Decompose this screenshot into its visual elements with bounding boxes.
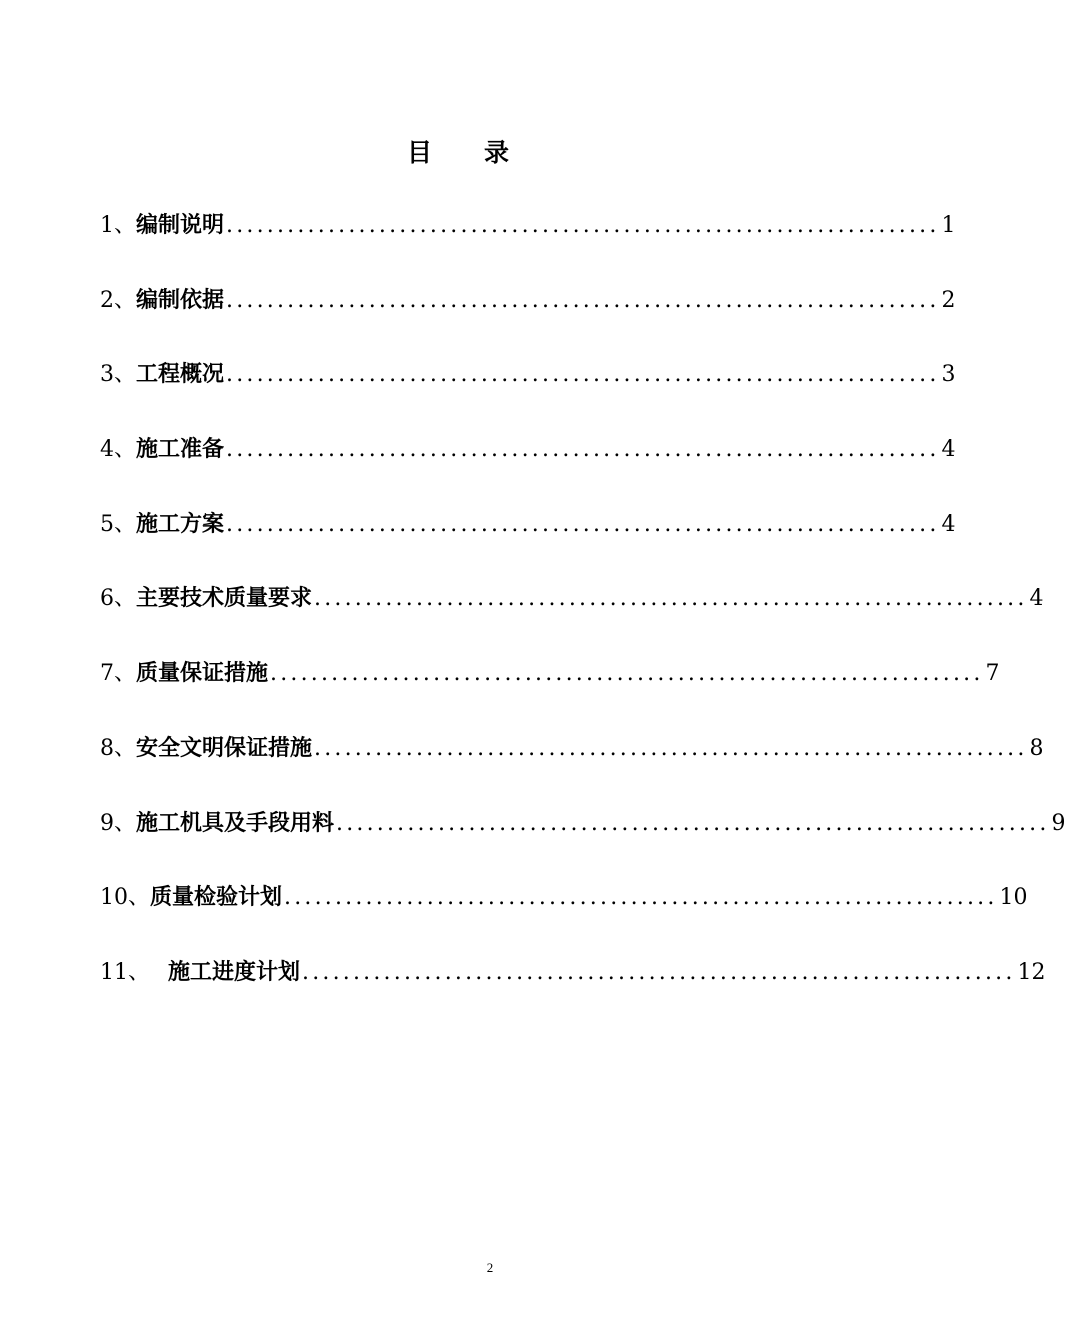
toc-leader-dots: ...................................................................... [226,437,940,463]
toc-entry-page: 1 [941,213,956,238]
toc-entry-page: 3 [941,362,956,388]
toc-leader-dots: ...................................................................... [314,586,1028,612]
toc-leader-dots: ...................................................................... [226,362,940,388]
toc-entry-page: 9 [1051,810,1066,836]
toc-entry-page: 7 [985,661,1000,687]
toc-leader-dots: ...................................................................... [226,213,940,238]
toc-leader-dots: ...................................................................... [226,287,940,313]
toc-entry-page: 2 [941,287,956,313]
table-of-contents [100,200,1066,1022]
toc-leader-dots: ...................................................................... [270,661,984,687]
toc-entry-3[interactable] [100,349,956,424]
page-number: 2 [486,1260,494,1275]
toc-entry-10[interactable] [100,872,1028,947]
toc-heading-right: 录 [484,138,510,167]
toc-entry-page: 4 [1029,586,1044,612]
toc-entry-title: 施工准备 [136,436,225,463]
toc-entry-number: 9、 [100,810,136,836]
toc-entry-6[interactable] [100,573,1044,648]
toc-heading-left: 目 [406,138,432,167]
toc-leader-dots: ...................................................................... [302,959,1016,985]
toc-entry-title: 编制说明 [136,212,225,238]
toc-entry-number: 4、 [100,437,136,463]
toc-entry-1[interactable] [100,200,956,275]
toc-entry-title: 施工方案 [136,510,225,537]
toc-entry-number: 2、 [100,287,136,313]
toc-entry-number: 8、 [100,735,136,761]
toc-entry-title: 施工机具及手段用料 [136,809,335,836]
toc-entry-9[interactable] [100,798,1066,873]
toc-entry-page: 4 [941,511,956,537]
toc-entry-5[interactable] [100,499,956,574]
toc-entry-number: 6、 [100,586,136,612]
toc-leader-dots: ...................................................................... [314,735,1028,761]
toc-entry-title: 安全文明保证措施 [136,734,313,761]
toc-entry-title: 施工进度计划 [168,958,301,985]
toc-heading [0,133,916,169]
toc-leader-dots: ...................................................................... [226,511,940,537]
toc-entry-7[interactable] [100,648,1000,723]
toc-entry-title: 质量保证措施 [136,660,269,687]
toc-entry-title: 工程概况 [136,361,225,388]
toc-entry-page: 10 [999,885,1028,911]
toc-leader-dots: ...................................................................... [284,885,998,911]
toc-entry-number: 7、 [100,661,136,687]
toc-entry-8[interactable] [100,723,1044,798]
toc-leader-dots: ...................................................................... [336,810,1050,836]
toc-entry-title: 质量检验计划 [150,884,283,911]
toc-entry-page: 12 [1017,959,1046,985]
toc-entry-number: 3、 [100,362,136,388]
toc-entry-title: 主要技术质量要求 [136,585,313,612]
toc-entry-number: 5、 [100,511,136,537]
toc-entry-title: 编制依据 [136,286,225,313]
toc-entry-4[interactable] [100,424,956,499]
toc-entry-page: 8 [1029,735,1044,761]
toc-entry-2[interactable] [100,275,956,350]
toc-entry-number: 11、 [100,959,150,985]
toc-entry-number: 1、 [100,213,136,238]
toc-entry-11[interactable] [100,947,1046,1022]
toc-entry-page: 4 [941,437,956,463]
toc-entry-number: 10、 [100,885,150,911]
